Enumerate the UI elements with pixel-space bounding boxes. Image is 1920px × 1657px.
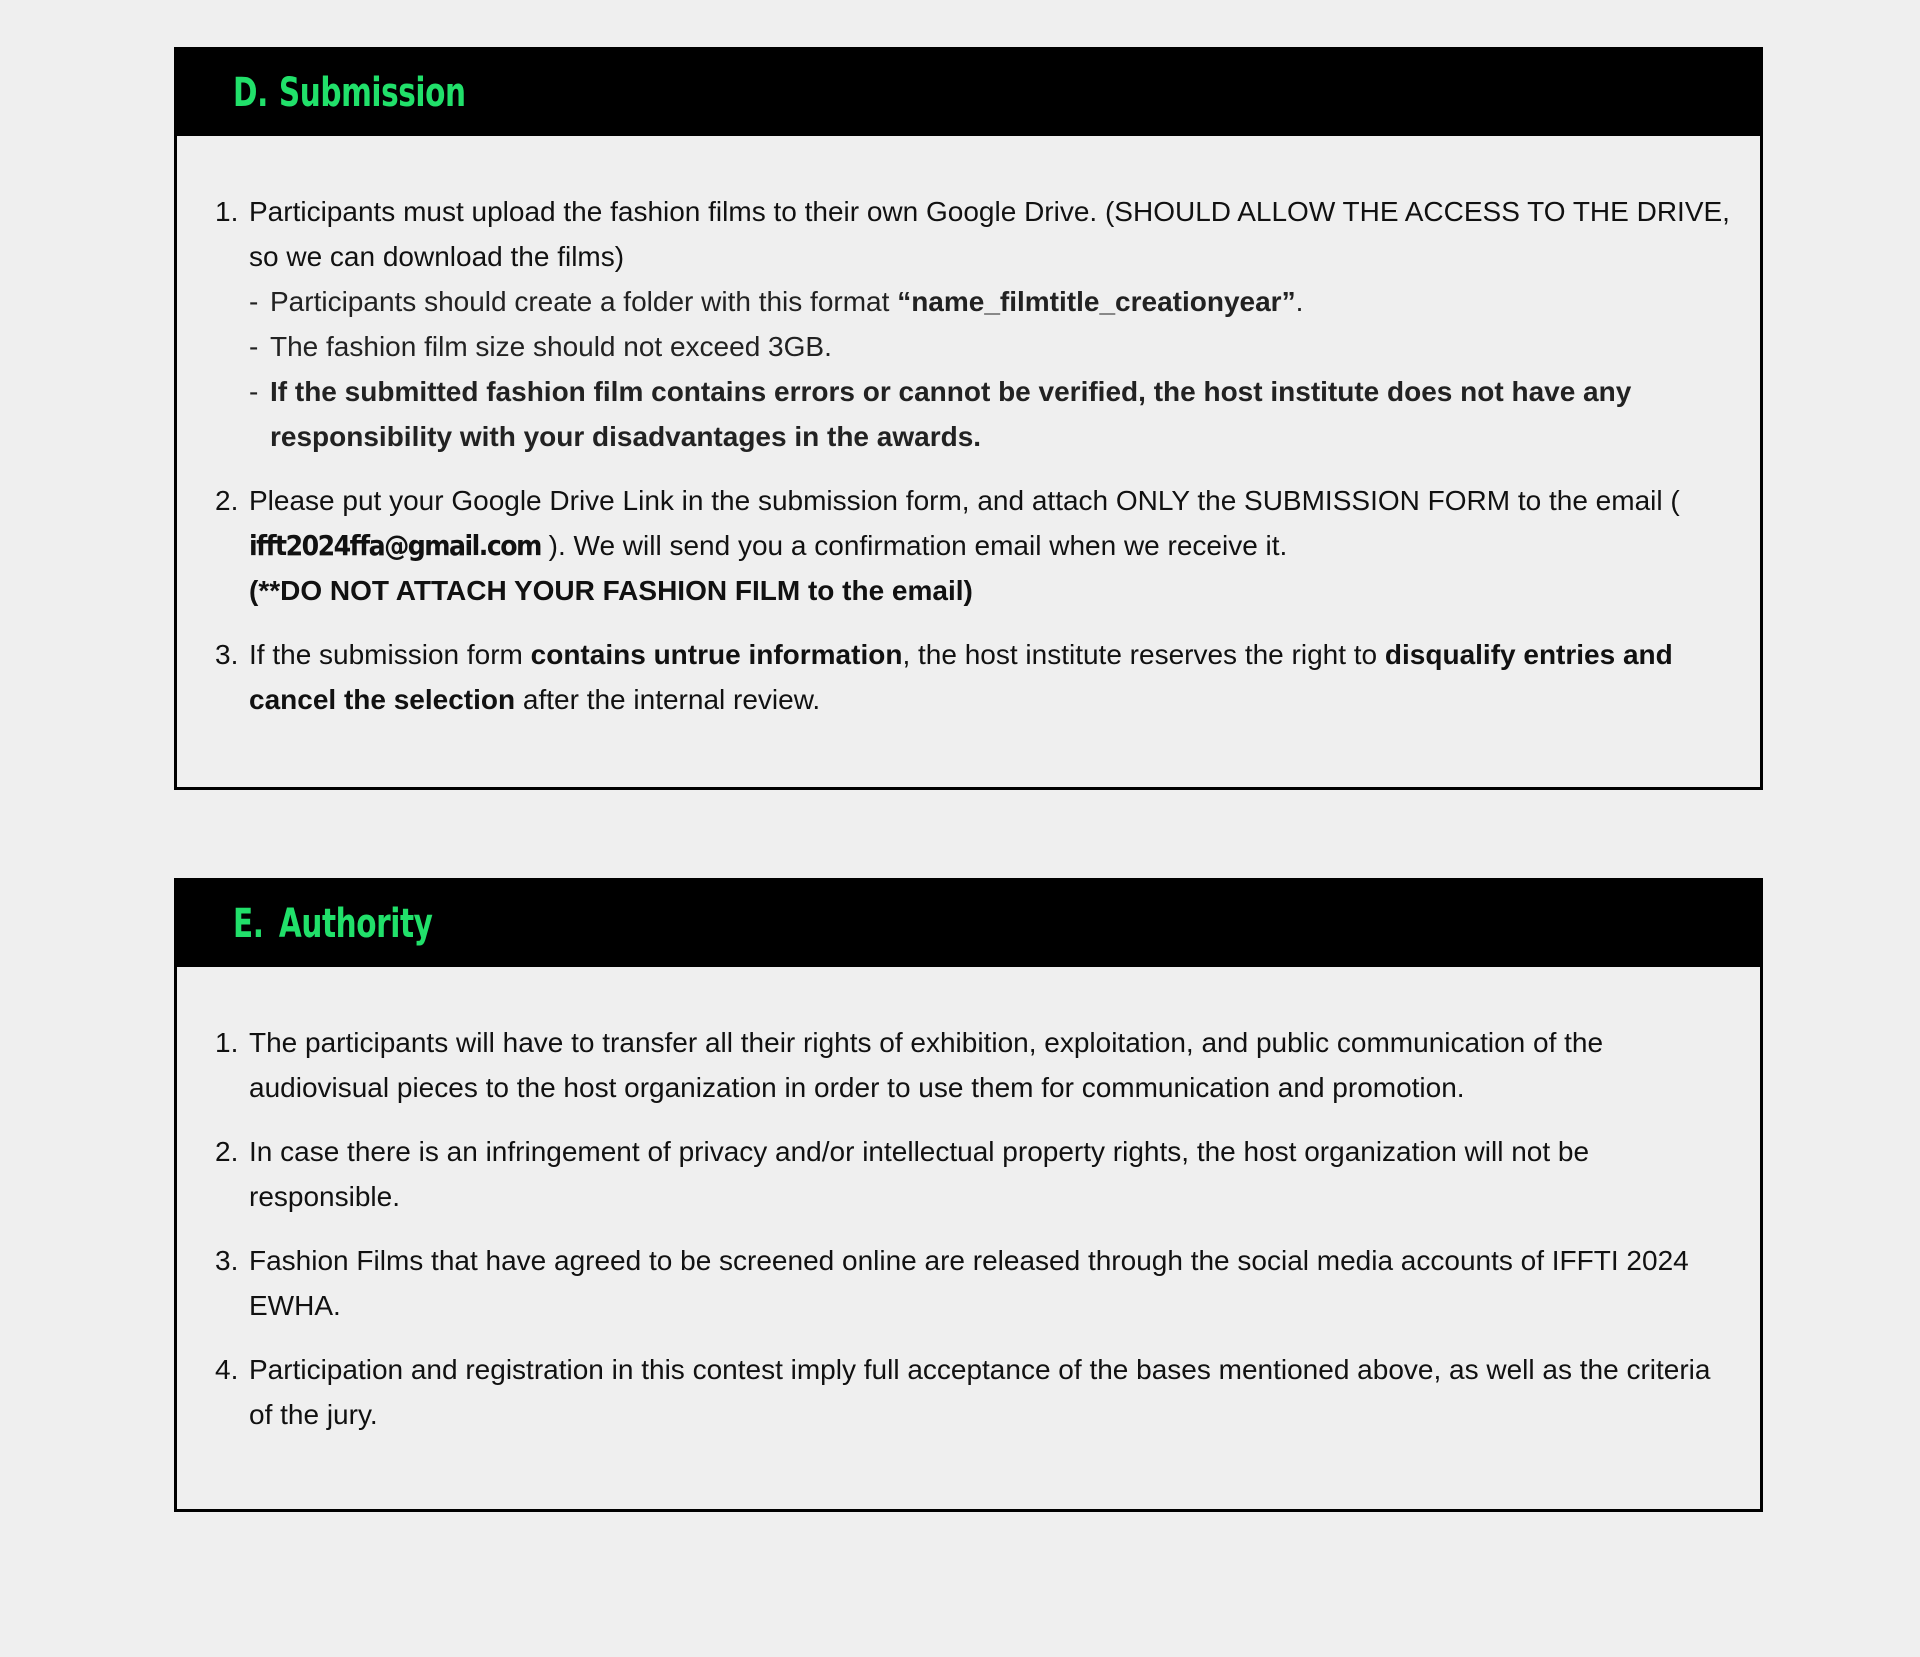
sub-item <box>249 324 1732 369</box>
item-text: The participants will have to transfer all their rights of exhibition, exploitation, and public communication of the audiovisual pieces to the host organization in order to use them for communication and promotion. <box>249 1027 1604 1103</box>
item-number: 3. <box>215 1245 239 1276</box>
submission-list <box>215 189 1732 722</box>
item-number: 1. <box>215 1027 239 1058</box>
item-text-bold: contains untrue information <box>530 639 903 670</box>
list-item <box>215 632 1732 722</box>
email-address[interactable]: ifft2024ffa@gmail.com <box>249 529 541 562</box>
item-text: If the submission form <box>249 639 531 670</box>
item-text: Please put your Google Drive Link in the submission form, and attach ONLY the SUBMISSION FORM to the email ( <box>249 485 1680 516</box>
section-body <box>177 966 1760 1437</box>
list-item <box>215 1129 1732 1219</box>
item-text: Fashion Films that have agreed to be screened online are released through the social media accounts of IFFTI 2024 EWHA. <box>249 1245 1689 1321</box>
item-number: 4. <box>215 1354 239 1385</box>
sub-item <box>249 279 1732 324</box>
sub-text-end: . <box>1295 286 1304 317</box>
item-number: 2. <box>215 485 239 516</box>
item-text: In case there is an infringement of privacy and/or intellectual property rights, the host organization will not be responsible. <box>249 1136 1590 1212</box>
section-header <box>176 49 1761 136</box>
section-header <box>176 880 1761 967</box>
item-number: 2. <box>215 1136 239 1167</box>
sub-dash: - <box>249 286 259 317</box>
item-note: (**DO NOT ATTACH YOUR FASHION FILM to the email) <box>249 575 973 606</box>
section-title <box>233 901 432 947</box>
section-title-text: Authority <box>278 900 433 947</box>
section-letter: D. <box>233 69 268 116</box>
section-authority <box>174 878 1763 1512</box>
list-item <box>215 1020 1732 1110</box>
item-text: Participation and registration in this contest imply full acceptance of the bases mentioned above, as well as the criteria of the jury. <box>249 1354 1711 1430</box>
sub-dash: - <box>249 376 259 407</box>
sub-dash: - <box>249 331 259 362</box>
item-text: , the host institute reserves the right to <box>902 639 1385 670</box>
sub-item <box>249 369 1732 459</box>
section-body <box>177 135 1760 722</box>
item-text: ). We will send you a confirmation email when we receive it. <box>540 530 1288 561</box>
item-number: 3. <box>215 639 239 670</box>
item-text: after the internal review. <box>515 684 821 715</box>
sub-text: Participants should create a folder with this format <box>270 286 898 317</box>
sub-text-bold: If the submitted fashion film contains errors or cannot be verified, the host institute does not have any responsibility with your disadvantages in the awards. <box>270 376 1632 452</box>
section-title-text: Submission <box>278 69 466 116</box>
list-item <box>215 478 1732 613</box>
section-submission <box>174 47 1763 790</box>
authority-list <box>215 1020 1732 1437</box>
item-number: 1. <box>215 196 239 227</box>
section-title <box>233 70 466 116</box>
item-text: Participants must upload the fashion films to their own Google Drive. (SHOULD ALLOW THE ACCESS TO THE DRIVE, so we can download the films) <box>249 196 1730 272</box>
section-letter: E. <box>233 900 264 947</box>
list-item <box>215 1238 1732 1328</box>
item-text-bold: disqualify entries and cancel the selection <box>249 639 1673 715</box>
list-item <box>215 189 1732 459</box>
list-item <box>215 1347 1732 1437</box>
sub-text: The fashion film size should not exceed 3GB. <box>270 331 832 362</box>
folder-format: “name_filmtitle_creationyear” <box>897 286 1296 317</box>
